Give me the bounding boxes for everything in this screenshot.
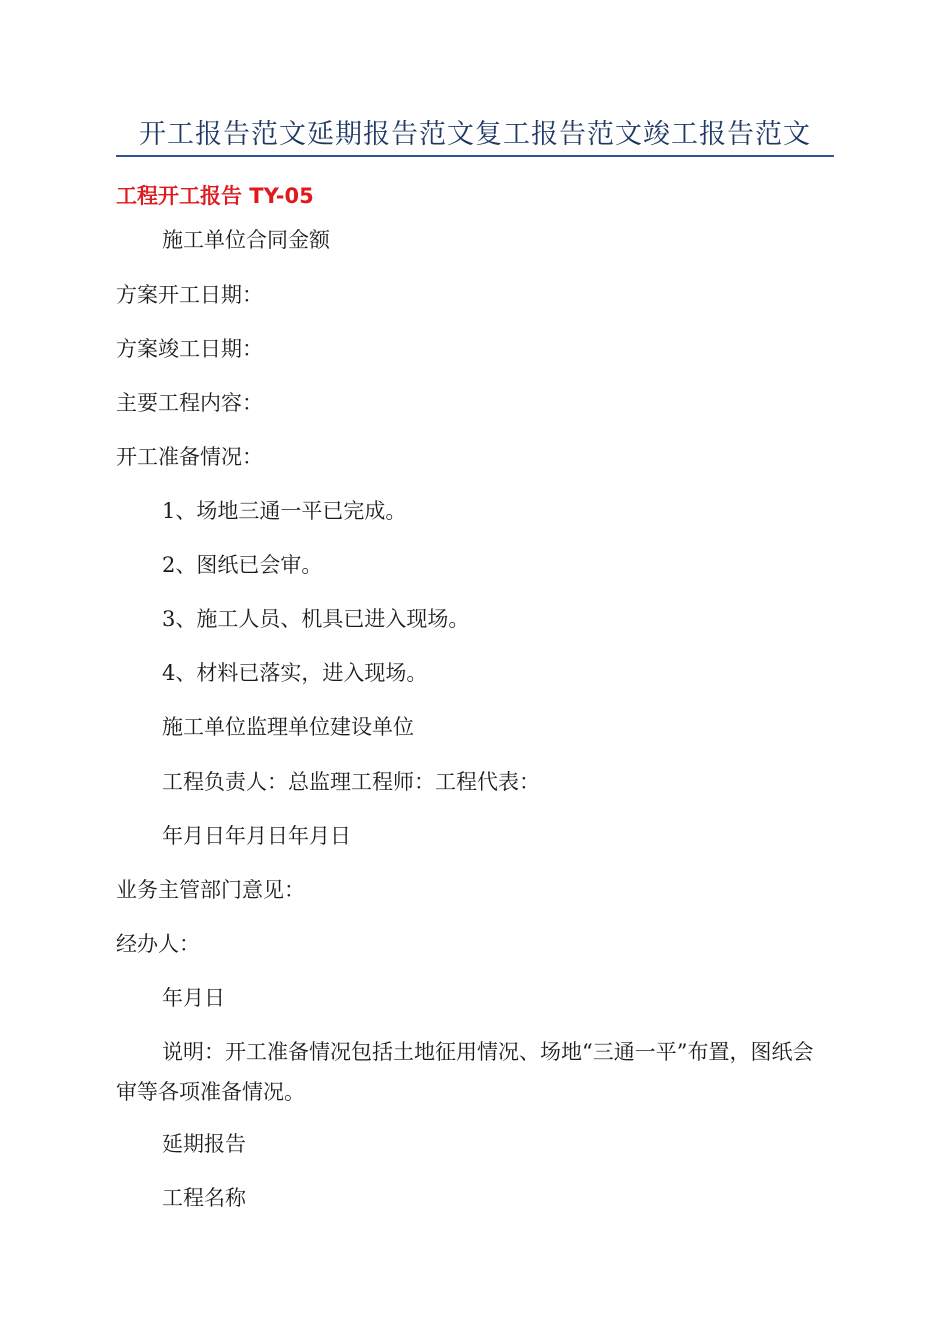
planned-start-date: 方案开工日期： (116, 283, 263, 307)
extension-report-heading: 延期报告 (162, 1132, 246, 1156)
project-name-line: 工程名称 (162, 1186, 246, 1210)
preparation-item-2: 2、图纸已会审。 (162, 553, 323, 577)
preparation-item-3: 3、施工人员、机具已进入现场。 (162, 607, 470, 631)
preparation-item-4: 4、材料已落实，进入现场。 (162, 661, 428, 685)
main-work-content: 主要工程内容： (116, 391, 263, 415)
explanation-note: 说明：开工准备情况包括土地征用情况、场地“三通一平”布置，图纸会审等各项准备情况。 (116, 1040, 814, 1104)
handler-date-line: 年月日 (162, 986, 225, 1010)
preparation-item-1: 1、场地三通一平已完成。 (162, 499, 407, 523)
signatories-line: 工程负责人：总监理工程师：工程代表： (162, 770, 540, 794)
handler-line: 经办人： (116, 932, 200, 956)
department-opinion: 业务主管部门意见： (116, 878, 305, 902)
planned-completion-date: 方案竣工日期： (116, 337, 263, 361)
contract-amount-line: 施工单位合同金额 (162, 228, 330, 252)
signature-dates-line: 年月日年月日年月日 (162, 824, 351, 848)
document-title: 开工报告范文延期报告范文复工报告范文竣工报告范文 (116, 112, 834, 157)
section-heading: 工程开工报告 TY-05 (116, 184, 314, 208)
unit-headers-line: 施工单位监理单位建设单位 (162, 715, 414, 739)
preparation-status-label: 开工准备情况： (116, 445, 263, 469)
